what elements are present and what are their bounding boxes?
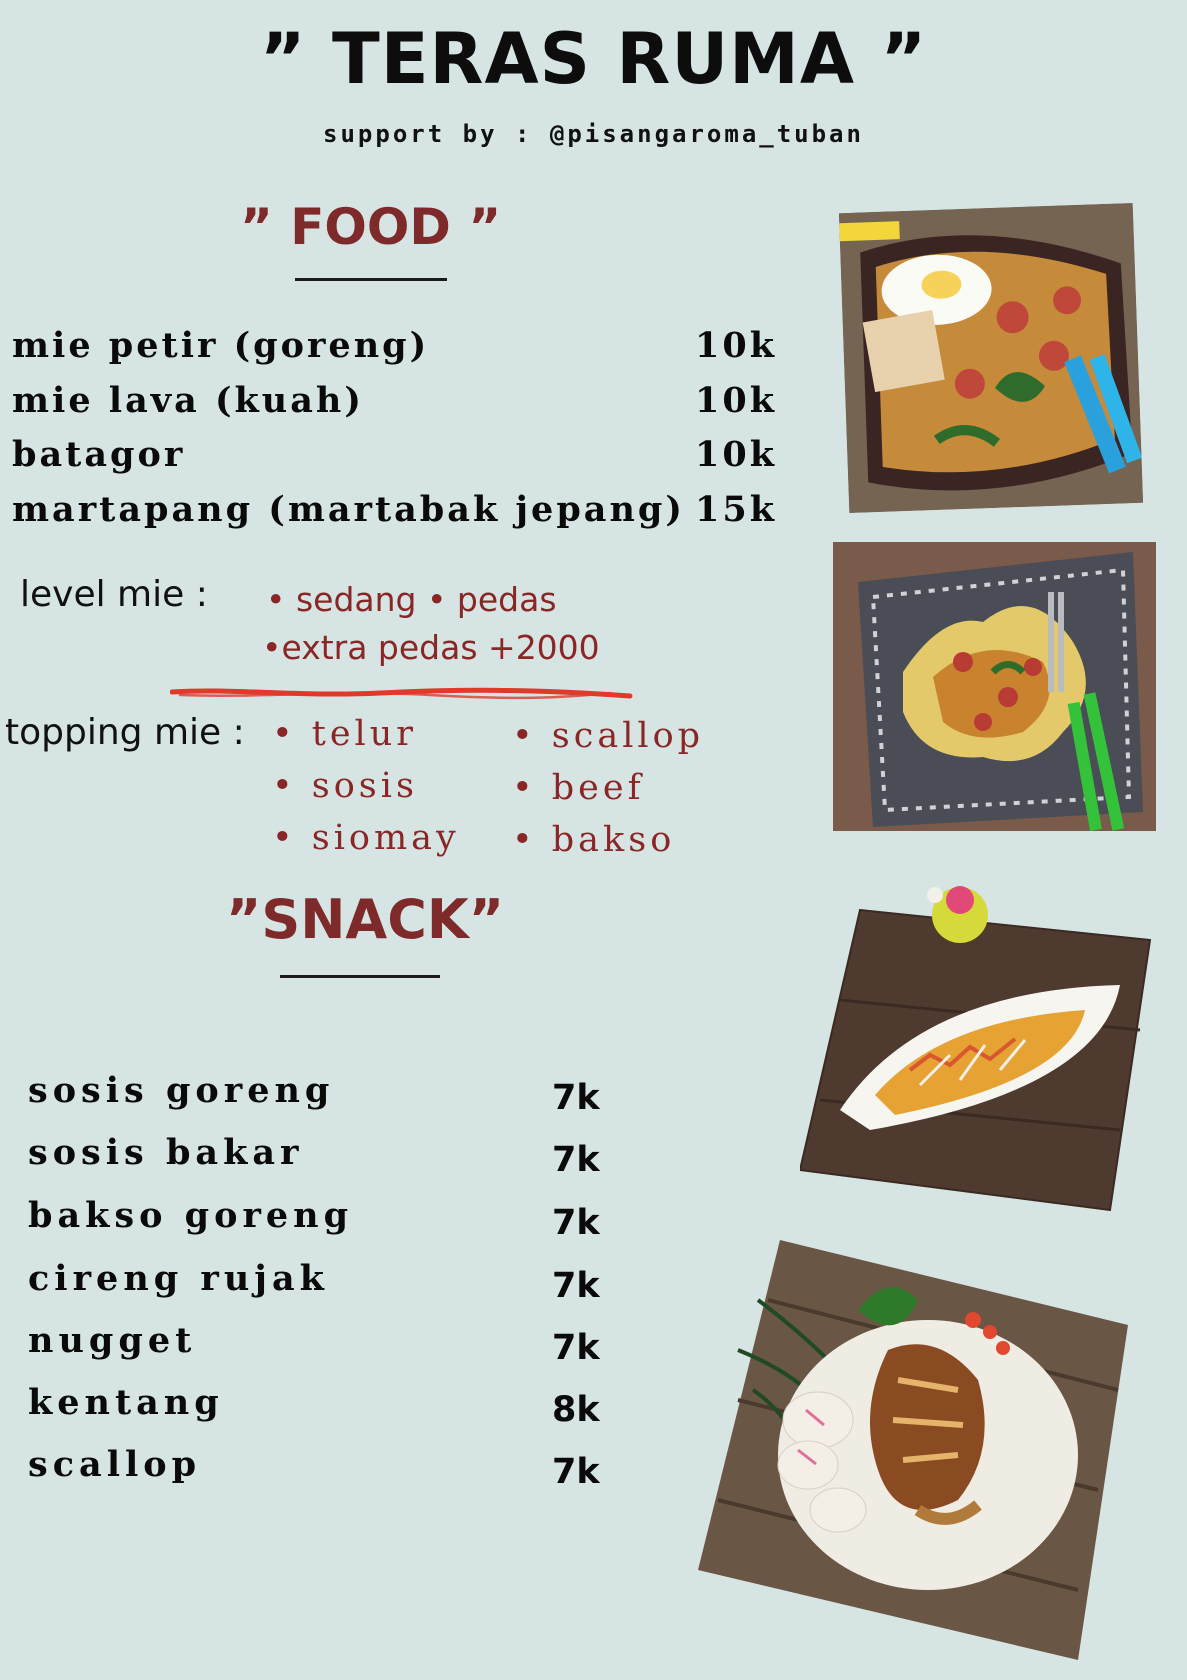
topping-item: • bakso bbox=[512, 820, 676, 860]
food-item-price: 10k bbox=[695, 380, 777, 421]
topping-item: • beef bbox=[512, 768, 645, 808]
snack-heading-divider bbox=[280, 975, 440, 978]
snack-item-name: cireng rujak bbox=[28, 1258, 329, 1299]
food-heading: ” FOOD ” bbox=[240, 198, 502, 256]
snack-item-name: bakso goreng bbox=[28, 1195, 354, 1236]
topping-item: • siomay bbox=[272, 818, 460, 858]
level-options-line1: • sedang • pedas bbox=[266, 580, 557, 619]
snack-item-name: sosis goreng bbox=[28, 1070, 335, 1111]
brush-underline bbox=[170, 684, 635, 704]
snack-item-price: 7k bbox=[552, 1203, 600, 1243]
food-item-name: mie lava (kuah) bbox=[12, 380, 364, 421]
snack-item-name: nugget bbox=[28, 1320, 197, 1361]
food-photo-kentang bbox=[800, 880, 1170, 1220]
food-photo-cireng-rujak bbox=[698, 1240, 1143, 1660]
snack-item-name: sosis bakar bbox=[28, 1132, 304, 1173]
snack-heading: ”SNACK” bbox=[225, 888, 505, 951]
food-photo-noodle-bowl bbox=[839, 203, 1143, 513]
food-item-name: martapang (martabak jepang) bbox=[12, 489, 685, 530]
topping-item: • telur bbox=[272, 714, 418, 754]
food-item-price: 10k bbox=[695, 434, 777, 475]
topping-label: topping mie : bbox=[5, 712, 245, 753]
topping-item: • scallop bbox=[512, 716, 705, 756]
food-item-price: 10k bbox=[695, 325, 777, 366]
level-label: level mie : bbox=[20, 574, 208, 615]
food-item-price: 15k bbox=[695, 489, 777, 530]
snack-item-name: kentang bbox=[28, 1382, 224, 1423]
snack-item-price: 7k bbox=[552, 1452, 600, 1492]
snack-item-price: 7k bbox=[552, 1266, 600, 1306]
snack-item-name: scallop bbox=[28, 1444, 202, 1485]
food-photo-martapang bbox=[833, 542, 1156, 831]
food-heading-divider bbox=[295, 278, 447, 281]
menu-title: ” TERAS RUMA ” bbox=[259, 18, 928, 100]
food-item-name: mie petir (goreng) bbox=[12, 325, 430, 366]
menu-subtitle: support by : @pisangaroma_tuban bbox=[323, 120, 864, 148]
snack-item-price: 7k bbox=[552, 1328, 600, 1368]
snack-item-price: 7k bbox=[552, 1078, 600, 1118]
snack-item-price: 7k bbox=[552, 1140, 600, 1180]
food-item-name: batagor bbox=[12, 434, 186, 475]
snack-item-price: 8k bbox=[552, 1390, 600, 1430]
topping-item: • sosis bbox=[272, 766, 418, 806]
level-options-line2: •extra pedas +2000 bbox=[262, 628, 600, 667]
